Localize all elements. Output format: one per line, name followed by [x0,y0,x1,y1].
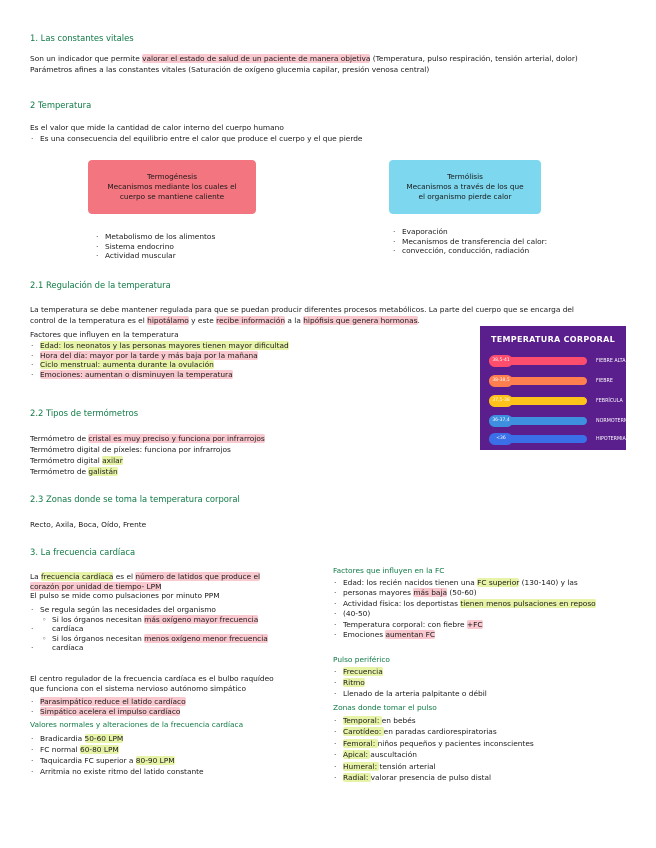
section-zonas-temperatura-heading: 2.3 Zonas donde se toma la temperatura corporal [30,494,240,504]
thermo-bar [489,435,587,443]
fc-factors-list [333,578,596,640]
list-item [30,697,186,707]
text: convección, conducción, radiación [402,246,530,256]
valores-list [30,733,204,777]
highlight: 50-60 LPM [84,734,124,743]
section-regulacion-heading: 2.1 Regulación de la temperatura [30,280,171,290]
list-item [30,455,265,466]
line [30,582,260,592]
termogenesis-desc: cuerpo se mantiene caliente [119,192,225,201]
thermo-range: <36 [489,433,513,445]
line: El pulso se mide como pulsaciones por minuto PPM [30,591,220,601]
thermo-range: 38,5-41 [489,355,513,367]
text: (130-140) y las [519,578,578,587]
list-item [333,578,596,588]
highlight: axilar [102,456,123,465]
list-item [333,738,534,749]
list-item [333,715,534,726]
list-item [30,707,186,717]
constantes-paragraph-1 [30,54,578,64]
regulacion-paragraph-a: La temperatura se debe mantener regulada para que se puedan producir diferentes procesos metabólicos. La parte del cuerpo que se encarga del [30,305,574,314]
thermo-bar [489,377,587,385]
text: y este [188,316,217,325]
text: (50-60) [447,588,477,598]
highlight: frecuencia cardíaca [41,572,114,581]
zonas-temperatura-text: Recto, Axila, Boca, Oído, Frente [30,520,147,529]
highlight: cristal es muy preciso y funciona por infrarrojos [88,434,265,443]
list-item [333,609,596,619]
fc-factors-title: Factores que influyen en la FC [333,566,445,575]
text: Edad: los recién nacidos tienen una [343,578,478,587]
text: en bebés [381,716,416,725]
highlight: 60-80 LPM [80,745,119,754]
highlight: Apical: [343,750,371,760]
frecuencia-regulation-list [30,605,268,653]
highlight: Humeral: [343,761,380,771]
list-item [30,624,268,634]
list-item [30,466,265,477]
regulacion-factors-list [30,341,289,379]
thermo-label: FIEBRE [596,379,613,384]
line: El centro regulador de la frecuencia cardíaca es el bulbo raquídeo [30,674,274,683]
text: (40-50) [343,609,371,619]
section-frecuencia-heading: 3. La frecuencia cardíaca [30,547,136,557]
list-item [392,246,547,256]
text: Emociones [343,630,386,640]
highlight: +FC [466,619,483,629]
text: auscultación [370,750,417,760]
thermo-range: 37,5-38 [489,395,513,407]
text: Si los órganos necesitan [52,633,145,643]
termolisis-desc: Mecanismos a través de los que [406,182,524,191]
list-item [333,588,596,598]
list-item [30,360,289,370]
text: en paradas cardiorespiratorias [383,727,497,737]
list-item [333,630,596,640]
list-item: Termómetro digital de píxeles: funciona por infrarrojos [30,445,231,454]
list-item: · Se regula según las necesidades del organismo [30,605,268,615]
highlight: Radial: [343,773,371,783]
termolisis-list [392,227,547,256]
thermo-range: 38-38,5 [489,375,513,387]
list-item: · Llenado de la arteria palpitante o débil [333,688,487,699]
termogenesis-box [88,160,256,214]
highlight: Simpático acelera el impulso cardíaco [40,706,181,716]
list-item [333,726,534,737]
text: cardíaca [52,624,84,634]
termogenesis-title: Termogénesis [146,172,198,181]
thermo-label: FEBRÍCULA [596,399,623,404]
temperatura-bullets [30,134,362,144]
thermo-label: NORMOTERMIA [596,419,633,424]
text: Si los órganos necesitan [52,614,145,624]
thermo-label: FIEBRE ALTA [596,359,626,364]
constantes-paragraph-2: Parámetros afines a las constantes vitales (Saturación de oxígeno glucemia capilar, presión venosa central) [30,65,430,74]
temperatura-corporal-infographic [480,326,633,450]
list-item [333,749,534,760]
regulacion-paragraph-b [30,316,420,326]
frecuencia-definition [30,572,260,601]
highlight: Emociones: aumentan o disminuyen la temperatura [40,369,233,379]
termolisis-desc: el organismo pierde calor [418,192,512,201]
highlight: más oxígeno mayor frecuencia [144,614,259,624]
thermo-bar [489,417,587,425]
section-termometros-heading: 2.2 Tipos de termómetros [30,408,139,418]
frecuencia-centro [30,674,274,693]
infographic-title: TEMPERATURA CORPORAL [491,335,615,344]
list-item [333,620,596,630]
list-item: · Evaporación [392,227,547,237]
text: niños pequeños y pacientes inconscientes [377,738,534,748]
list-item [333,666,487,677]
list-item: · Mecanismos de transferencia del calor: [392,237,547,247]
frecuencia-autonomo-list [30,697,186,716]
highlight: número de latidos que produce el [135,572,261,581]
termolisis-title: Termólisis [447,172,483,181]
list-item [333,677,487,688]
text: Termómetro de [30,434,89,443]
highlight: valorar el estado de salud de un paciente de manera objetiva [142,54,371,63]
highlight: Temporal: [343,716,382,725]
zonas-pulso-title: Zonas donde tomar el pulso [333,703,437,712]
list-item [30,766,204,777]
highlight: hipotálamo [147,316,189,325]
text: Termómetro digital [30,456,103,465]
highlight: FC superior [477,578,520,587]
highlight: Ritmo [343,678,365,687]
list-item: · Sistema endocrino [95,242,215,252]
highlight: aumentan FC [385,630,435,640]
text: control de la temperatura es el [30,316,148,325]
highlight: Femoral: [343,738,378,748]
text: valorar presencia de pulso distal [370,773,492,783]
text: cardíaca [52,643,84,653]
list-item: · Actividad muscular [95,251,215,261]
pulso-periferico-list [333,666,487,699]
highlight: tienen menos pulsaciones en reposo [460,598,596,608]
thermo-range: 36-37,4 [489,415,513,427]
text: (Temperatura, pulso respiración, tensión arterial, dolor) [370,54,578,63]
highlight: 80-90 LPM [135,756,175,765]
list-item [30,351,289,361]
highlight: Frecuencia [343,667,383,676]
highlight: Ciclo menstrual: aumenta durante la ovulación [40,360,214,370]
regulacion-factors-title: Factores que influyen en la temperatura [30,330,179,339]
list-item [30,370,289,380]
text: Temperatura corporal: con fiebre [343,619,467,629]
list-item [333,761,534,772]
text: personas mayores [343,588,414,598]
text: es el [113,572,136,581]
text: Arritmia no existe ritmo del latido constante [40,767,204,776]
line [30,572,260,582]
list-item [333,599,596,609]
highlight: Edad: los neonatos y las personas mayores tienen mayor dificultad [40,341,289,350]
zonas-pulso-list [333,715,534,783]
thermo-label: HIPOTERMIA [596,437,626,442]
section-temperatura-heading: 2 Temperatura [30,100,92,110]
text: FC normal [40,745,81,754]
thermo-bar [489,397,587,405]
list-item [30,733,204,744]
highlight: Carotídeo: [343,727,384,737]
termolisis-box [389,160,541,214]
list-item [30,643,268,653]
text: tensión arterial [379,761,436,771]
valores-title: Valores normales y alteraciones de la frecuencia cardíaca [30,720,244,729]
list-item [30,634,268,644]
highlight: Hora del día: mayor por la tarde y más baja por la mañana [40,350,258,360]
highlight: galistán [88,467,118,476]
temperatura-intro: Es el valor que mide la cantidad de calor interno del cuerpo humano [30,123,284,132]
line: que funciona con el sistema nervioso autónomo simpático [30,683,246,693]
highlight: hipófisis que genera hormonas [303,316,418,325]
pulso-periferico-title: Pulso periférico [333,655,390,664]
text: Taquicardia FC superior a [40,756,136,765]
termometros-list [30,433,265,477]
list-item [30,615,268,625]
highlight: menos oxígeno menor frecuencia [144,633,268,643]
section-constantes-heading: 1. Las constantes vitales [30,33,134,43]
text: La [30,572,41,581]
highlight: corazón por unidad de tiempo- LPM [30,581,162,591]
thermo-bar [489,357,587,365]
text: Actividad física: los deportistas [343,598,461,608]
text: a la [285,316,304,325]
text: . [417,316,420,325]
highlight: más baja [413,588,448,598]
text: Son un indicador que permite [30,54,143,63]
list-item [30,755,204,766]
list-item [30,433,265,444]
list-item [333,772,534,783]
highlight: Parasimpático reduce el latido cardíaco [40,697,186,706]
text: Bradicardia [40,734,85,743]
list-item: · Metabolismo de los alimentos [95,232,215,242]
highlight: recibe información [216,316,286,325]
termogenesis-list [95,232,215,261]
list-item [30,744,204,755]
text: Termómetro de [30,467,89,476]
list-item: · Es una consecuencia del equilibrio entre el calor que produce el cuerpo y el que pierde [30,134,362,144]
termogenesis-desc: Mecanismos mediante los cuales el [107,182,237,191]
list-item [30,341,289,351]
